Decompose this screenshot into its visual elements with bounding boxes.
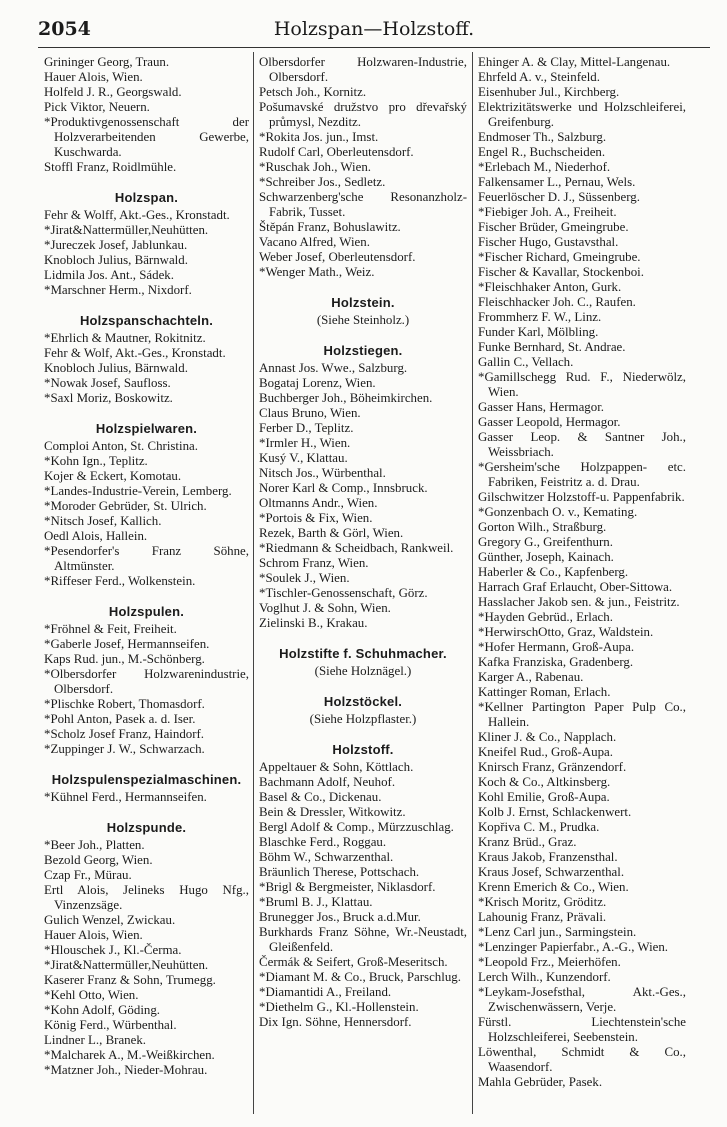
section-heading: Holzstiegen. bbox=[323, 343, 403, 358]
directory-entry: Kolb J. Ernst, Schlackenwert. bbox=[478, 805, 632, 819]
directory-entry: Oltmanns Andr., Wien. bbox=[259, 496, 378, 510]
column-2 bbox=[259, 55, 467, 1030]
directory-entry: Knobloch Julius, Bärnwald. bbox=[44, 361, 188, 375]
page-number: 2054 bbox=[38, 18, 91, 40]
directory-entry: Endmoser Th., Salzburg. bbox=[478, 130, 607, 144]
section-heading: Holzspulenspezialmaschinen. bbox=[51, 772, 242, 787]
directory-entry: Kaserer Franz & Sohn, Trumegg. bbox=[44, 973, 216, 987]
directory-entry: Kranz Brüd., Graz. bbox=[478, 835, 577, 849]
directory-entry: Comploi Anton, St. Christina. bbox=[44, 439, 198, 453]
directory-entry: Fleischhacker Joh. C., Raufen. bbox=[478, 295, 636, 309]
directory-entry: Olbersdorfer Holzwaren-Industrie, Olbersdorf. bbox=[259, 55, 467, 84]
directory-entry: Kaps Rud. jun., M.-Schönberg. bbox=[44, 652, 205, 666]
directory-entry: Frommherz F. W., Linz. bbox=[478, 310, 602, 324]
directory-entry: Vacano Alfred, Wien. bbox=[259, 235, 370, 249]
directory-entry: Pošumavské družstvo pro dřevařský průmysl, Nezditz. bbox=[259, 100, 467, 129]
directory-entry: Czap Fr., Mürau. bbox=[44, 868, 132, 882]
directory-entry: *Leopold Frz., Meierhöfen. bbox=[478, 955, 621, 969]
directory-entry: Schrom Franz, Wien. bbox=[259, 556, 369, 570]
section-heading: Holzspulen. bbox=[108, 604, 185, 619]
column-divider-1 bbox=[253, 52, 254, 1114]
directory-entry: Appeltauer & Sohn, Köttlach. bbox=[259, 760, 414, 774]
directory-entry: *Lenzinger Papierfabr., A.-G., Wien. bbox=[478, 940, 669, 954]
directory-entry: Stoffl Franz, Roidlmühle. bbox=[44, 160, 177, 174]
directory-entry: *Soulek J., Wien. bbox=[259, 571, 350, 585]
directory-entry: Kneifel Rud., Groß-Aupa. bbox=[478, 745, 613, 759]
column-3 bbox=[478, 55, 686, 1090]
directory-entry: Hauer Alois, Wien. bbox=[44, 928, 143, 942]
directory-entry: Kattinger Roman, Erlach. bbox=[478, 685, 611, 699]
directory-entry: *Kohn Adolf, Göding. bbox=[44, 1003, 161, 1017]
directory-entry: *Fiebiger Joh. A., Freiheit. bbox=[478, 205, 617, 219]
directory-entry: Brunegger Jos., Bruck a.d.Mur. bbox=[259, 910, 421, 924]
directory-entry: Engel R., Buchscheiden. bbox=[478, 145, 606, 159]
directory-entry: Mahla Gebrüder, Pasek. bbox=[478, 1075, 603, 1089]
directory-entry: Lahounig Franz, Prävali. bbox=[478, 910, 607, 924]
directory-entry: *Pohl Anton, Pasek a. d. Iser. bbox=[44, 712, 196, 726]
directory-entry: Bein & Dressler, Witkowitz. bbox=[259, 805, 406, 819]
directory-entry: Funke Bernhard, St. Andrae. bbox=[478, 340, 626, 354]
section-heading: Holzspanschachteln. bbox=[79, 313, 214, 328]
directory-entry: Funder Karl, Mölbling. bbox=[478, 325, 599, 339]
directory-entry: *Landes-Industrie-Verein, Lemberg. bbox=[44, 484, 232, 498]
directory-entry: Lerch Wilh., Kunzendorf. bbox=[478, 970, 611, 984]
directory-entry: *Jirat&Nattermüller,Neuhütten. bbox=[44, 223, 209, 237]
directory-entry: *Produktivgenossenschaft der Holzverarbeitenden Gewerbe, Kuschwarda. bbox=[44, 115, 249, 159]
directory-entry: Lindner L., Branek. bbox=[44, 1033, 147, 1047]
directory-entry: *Fischer Richard, Gmeingrube. bbox=[478, 250, 641, 264]
directory-entry: *Hayden Gebrüd., Erlach. bbox=[478, 610, 613, 624]
directory-entry: Kojer & Eckert, Komotau. bbox=[44, 469, 182, 483]
directory-entry: *Pesendorfer's Franz Söhne, Altmünster. bbox=[44, 544, 249, 573]
directory-entry: *Plischke Robert, Thomasdorf. bbox=[44, 697, 205, 711]
directory-entry: Hauer Alois, Wien. bbox=[44, 70, 143, 84]
directory-entry: Kohl Emilie, Groß-Aupa. bbox=[478, 790, 610, 804]
directory-entry: *Riffeser Ferd., Wolkenstein. bbox=[44, 574, 196, 588]
directory-entry: *Schreiber Jos., Sedletz. bbox=[259, 175, 386, 189]
directory-entry: *Matzner Joh., Nieder-Mohrau. bbox=[44, 1063, 208, 1077]
directory-entry: Norer Karl & Comp., Innsbruck. bbox=[259, 481, 428, 495]
directory-entry: *Fröhnel & Feit, Freiheit. bbox=[44, 622, 177, 636]
directory-entry: *Olbersdorfer Holzwarenindustrie, Olbersdorf. bbox=[44, 667, 249, 696]
directory-entry: *Kehl Otto, Wien. bbox=[44, 988, 139, 1002]
directory-entry: Bezold Georg, Wien. bbox=[44, 853, 153, 867]
directory-entry: Nitsch Jos., Würbenthal. bbox=[259, 466, 386, 480]
directory-entry: Claus Bruno, Wien. bbox=[259, 406, 361, 420]
directory-entry: *Tischler-Genossenschaft, Görz. bbox=[259, 586, 428, 600]
directory-entry: Annast Jos. Wwe., Salzburg. bbox=[259, 361, 408, 375]
directory-entry: *Jirat&Nattermüller,Neuhütten. bbox=[44, 958, 209, 972]
directory-entry: Čermák & Seifert, Groß-Meseritsch. bbox=[259, 955, 448, 969]
directory-entry: Burkhards Franz Söhne, Wr.-Neustadt, Gleißenfeld. bbox=[259, 925, 467, 954]
section-heading: Holzspan. bbox=[114, 190, 179, 205]
cross-reference-note: (Siehe Holzpflaster.) bbox=[309, 712, 417, 726]
directory-entry: Koch & Co., Altkinsberg. bbox=[478, 775, 611, 789]
directory-entry: Günther, Joseph, Kainach. bbox=[478, 550, 614, 564]
directory-entry: Bergl Adolf & Comp., Mürzzuschlag. bbox=[259, 820, 454, 834]
directory-entry: Gasser Leopold, Hermagor. bbox=[478, 415, 621, 429]
directory-entry: Eisenhuber Jul., Kirchberg. bbox=[478, 85, 620, 99]
directory-entry: Kraus Josef, Schwarzenthal. bbox=[478, 865, 625, 879]
directory-entry: *Leykam-Josefsthal, Akt.-Ges., Zwischenwässern, Verje. bbox=[478, 985, 686, 1014]
directory-entry: *Saxl Moriz, Boskowitz. bbox=[44, 391, 173, 405]
section-heading: Holzstifte f. Schuhmacher. bbox=[279, 646, 447, 661]
directory-entry: Kraus Jakob, Franzensthal. bbox=[478, 850, 618, 864]
running-title: Holzspan—Holzstoff. bbox=[273, 18, 475, 40]
directory-entry: Bräunlich Therese, Pottschach. bbox=[259, 865, 420, 879]
directory-entry: Zielinski B., Krakau. bbox=[259, 616, 368, 630]
directory-entry: *Nowak Josef, Saufloss. bbox=[44, 376, 171, 390]
directory-entry: Holfeld J. R., Georgswald. bbox=[44, 85, 182, 99]
directory-entry: Fürstl. Liechtenstein'sche Holzschleiferei, Seebenstein. bbox=[478, 1015, 686, 1044]
directory-entry: Schwarzenberg'sche Resonanzholz-Fabrik, Tusset. bbox=[259, 190, 467, 219]
directory-entry: Kliner J. & Co., Napplach. bbox=[478, 730, 617, 744]
directory-entry: König Ferd., Würbenthal. bbox=[44, 1018, 177, 1032]
directory-entry: *Irmler H., Wien. bbox=[259, 436, 351, 450]
directory-entry: Gorton Wilh., Straßburg. bbox=[478, 520, 607, 534]
directory-entry: Rezek, Barth & Görl, Wien. bbox=[259, 526, 404, 540]
directory-entry: *Gamillschegg Rud. F., Niederwölz, Wien. bbox=[478, 370, 686, 399]
directory-entry: Oedl Alois, Hallein. bbox=[44, 529, 148, 543]
directory-entry: Gasser Leop. & Santner Joh., Weissbriach. bbox=[478, 430, 686, 459]
directory-entry: Ferber D., Teplitz. bbox=[259, 421, 354, 435]
section-heading: Holzspielwaren. bbox=[95, 421, 198, 436]
directory-entry: *Wenger Math., Weiz. bbox=[259, 265, 375, 279]
directory-entry: Gallin C., Vellach. bbox=[478, 355, 574, 369]
directory-entry: *Bruml B. J., Klattau. bbox=[259, 895, 373, 909]
directory-entry: *Beer Joh., Platten. bbox=[44, 838, 145, 852]
directory-entry: Fischer Brüder, Gmeingrube. bbox=[478, 220, 629, 234]
directory-entry: Harrach Graf Erlaucht, Ober-Sittowa. bbox=[478, 580, 673, 594]
directory-entry: *Ruschak Joh., Wien. bbox=[259, 160, 372, 174]
directory-entry: *Scholz Josef Franz, Haindorf. bbox=[44, 727, 205, 741]
directory-entry: *Kohn Ign., Teplitz. bbox=[44, 454, 148, 468]
directory-entry: *Nitsch Josef, Kallich. bbox=[44, 514, 162, 528]
directory-entry: *Gersheim'sche Holzpappen- etc. Fabriken, Feistritz a. d. Drau. bbox=[478, 460, 686, 489]
directory-entry: *Diamant M. & Co., Bruck, Parschlug. bbox=[259, 970, 461, 984]
directory-entry: Fischer Hugo, Gustavsthal. bbox=[478, 235, 619, 249]
directory-entry: Gilschwitzer Holzstoff-u. Pappenfabrik. bbox=[478, 490, 685, 504]
directory-entry: Kopřiva C. M., Prudka. bbox=[478, 820, 600, 834]
directory-entry: Ertl Alois, Jelineks Hugo Nfg., Vinzenzsäge. bbox=[44, 883, 249, 912]
directory-entry: Fehr & Wolff, Akt.-Ges., Kronstadt. bbox=[44, 208, 230, 222]
cross-reference-note: (Siehe Holznägel.) bbox=[314, 664, 412, 678]
directory-entry: Bogataj Lorenz, Wien. bbox=[259, 376, 376, 390]
directory-entry: Fehr & Wolf, Akt.-Ges., Kronstadt. bbox=[44, 346, 226, 360]
directory-entry: Falkensamer L., Pernau, Wels. bbox=[478, 175, 636, 189]
directory-entry: *Erlebach M., Niederhof. bbox=[478, 160, 611, 174]
directory-entry: Voglhut J. & Sohn, Wien. bbox=[259, 601, 391, 615]
directory-entry: *Rokita Jos. jun., Imst. bbox=[259, 130, 379, 144]
directory-entry: Karger A., Rabenau. bbox=[478, 670, 584, 684]
directory-entry: *Diamantidi A., Freiland. bbox=[259, 985, 392, 999]
directory-entry: Knobloch Julius, Bärnwald. bbox=[44, 253, 188, 267]
directory-entry: *Kühnel Ferd., Hermannseifen. bbox=[44, 790, 207, 804]
directory-entry: Lidmila Jos. Ant., Sádek. bbox=[44, 268, 174, 282]
directory-entry: Haberler & Co., Kapfenberg. bbox=[478, 565, 629, 579]
directory-entry: Bachmann Adolf, Neuhof. bbox=[259, 775, 396, 789]
directory-entry: *Zuppinger J. W., Schwarzach. bbox=[44, 742, 205, 756]
directory-entry: *Portois & Fix, Wien. bbox=[259, 511, 373, 525]
directory-entry: *Hofer Hermann, Groß-Aupa. bbox=[478, 640, 635, 654]
directory-entry: *Fleischhaker Anton, Gurk. bbox=[478, 280, 622, 294]
directory-entry: Hasslacher Jakob sen. & jun., Feistritz. bbox=[478, 595, 680, 609]
directory-entry: Ehinger A. & Clay, Mittel-Langenau. bbox=[478, 55, 671, 69]
directory-entry: *Lenz Carl jun., Sarmingstein. bbox=[478, 925, 637, 939]
directory-entry: Elektrizitätswerke und Holzschleiferei, Greifenburg. bbox=[478, 100, 686, 129]
directory-entry: Feuerlöscher D. J., Süssenberg. bbox=[478, 190, 640, 204]
cross-reference-note: (Siehe Steinholz.) bbox=[316, 313, 410, 327]
page-header bbox=[38, 16, 710, 46]
directory-entry: Pick Viktor, Neuern. bbox=[44, 100, 150, 114]
directory-entry: *Malcharek A., M.-Weißkirchen. bbox=[44, 1048, 215, 1062]
directory-entry: Krenn Emerich & Co., Wien. bbox=[478, 880, 629, 894]
directory-entry: Fischer & Kavallar, Stockenboi. bbox=[478, 265, 644, 279]
directory-entry: Weber Josef, Oberleutensdorf. bbox=[259, 250, 416, 264]
directory-entry: *Krisch Moritz, Gröditz. bbox=[478, 895, 607, 909]
directory-entry: Gulich Wenzel, Zwickau. bbox=[44, 913, 176, 927]
column-1 bbox=[44, 55, 249, 1078]
directory-entry: Kusý V., Klattau. bbox=[259, 451, 348, 465]
directory-entry: *Riedmann & Scheidbach, Rankweil. bbox=[259, 541, 454, 555]
directory-entry: *Moroder Gebrüder, St. Ulrich. bbox=[44, 499, 207, 513]
directory-entry: *Gonzenbach O. v., Kemating. bbox=[478, 505, 638, 519]
directory-entry: *Jureczek Josef, Jablunkau. bbox=[44, 238, 188, 252]
directory-entry: *Gaberle Josef, Hermannseifen. bbox=[44, 637, 210, 651]
directory-entry: *Brigl & Bergmeister, Niklasdorf. bbox=[259, 880, 436, 894]
directory-entry: *Hlouschek J., Kl.-Čerma. bbox=[44, 943, 182, 957]
directory-entry: *HerwirschOtto, Graz, Waldstein. bbox=[478, 625, 654, 639]
directory-entry: Ehrfeld A. v., Steinfeld. bbox=[478, 70, 600, 84]
directory-entry: Buchberger Joh., Böheimkirchen. bbox=[259, 391, 433, 405]
directory-entry: *Ehrlich & Mautner, Rokitnitz. bbox=[44, 331, 206, 345]
directory-entry: Kafka Franziska, Gradenberg. bbox=[478, 655, 634, 669]
section-heading: Holzstoff. bbox=[332, 742, 394, 757]
directory-entry: *Diethelm G., Kl.-Hollenstein. bbox=[259, 1000, 419, 1014]
directory-entry: Rudolf Carl, Oberleutensdorf. bbox=[259, 145, 414, 159]
column-divider-2 bbox=[472, 52, 473, 1114]
directory-entry: Löwenthal, Schmidt & Co., Waasendorf. bbox=[478, 1045, 686, 1074]
section-heading: Holzstöckel. bbox=[323, 694, 403, 709]
section-heading: Holzspunde. bbox=[106, 820, 187, 835]
directory-entry: *Kellner Partington Paper Pulp Co., Hallein. bbox=[478, 700, 686, 729]
directory-entry: Dix Ign. Söhne, Hennersdorf. bbox=[259, 1015, 412, 1029]
header-rule bbox=[38, 47, 710, 48]
directory-entry: Blaschke Ferd., Roggau. bbox=[259, 835, 387, 849]
directory-entry: Petsch Joh., Kornitz. bbox=[259, 85, 367, 99]
section-heading: Holzstein. bbox=[331, 295, 395, 310]
directory-entry: Štěpán Franz, Bohuslawitz. bbox=[259, 220, 401, 234]
directory-entry: Grininger Georg, Traun. bbox=[44, 55, 170, 69]
directory-entry: Basel & Co., Dickenau. bbox=[259, 790, 382, 804]
directory-entry: *Marschner Herm., Nixdorf. bbox=[44, 283, 192, 297]
directory-entry: Gregory G., Greifenthurn. bbox=[478, 535, 613, 549]
directory-entry: Knirsch Franz, Gränzendorf. bbox=[478, 760, 627, 774]
directory-entry: Böhm W., Schwarzenthal. bbox=[259, 850, 394, 864]
directory-entry: Gasser Hans, Hermagor. bbox=[478, 400, 605, 414]
